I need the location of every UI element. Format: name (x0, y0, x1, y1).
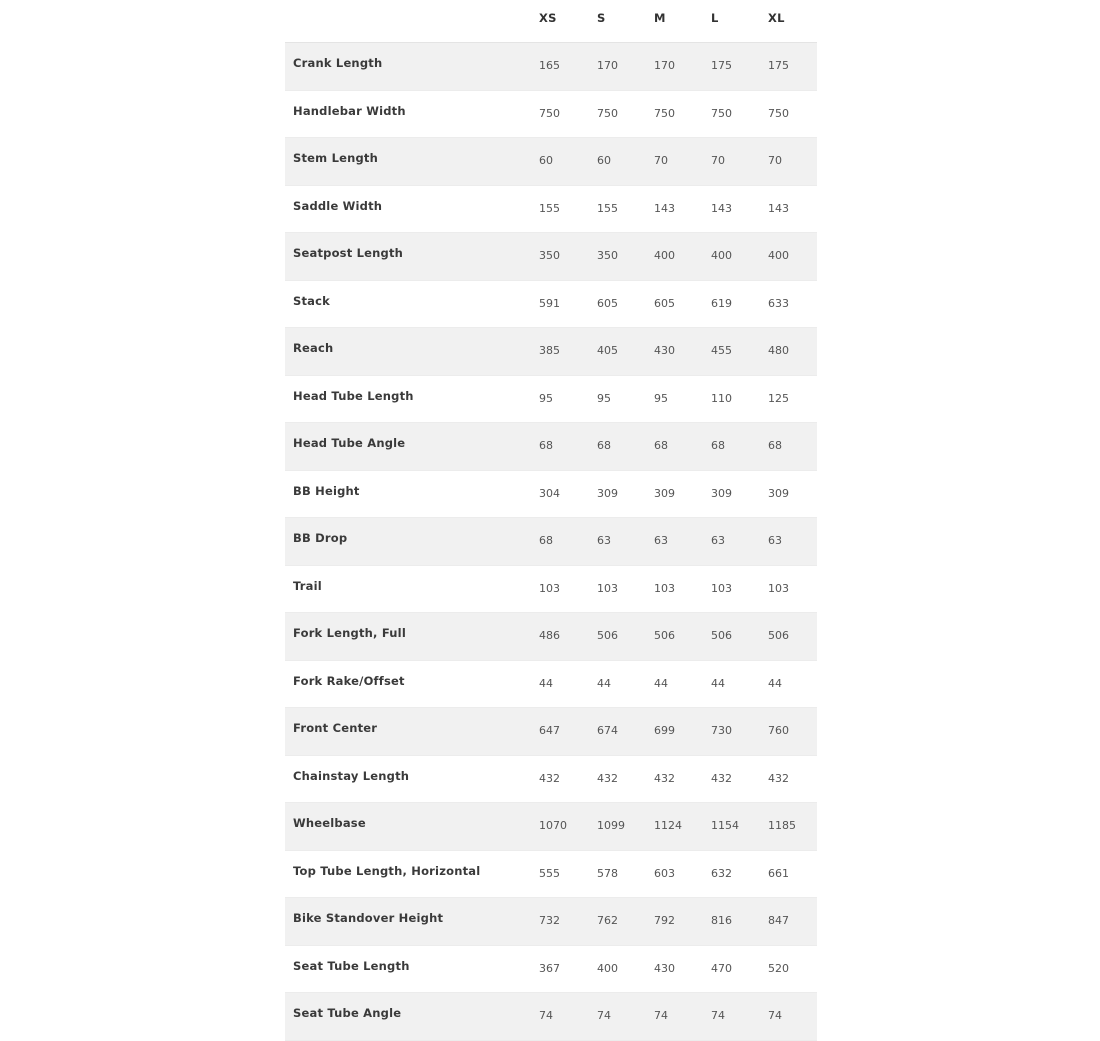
table-cell: 44 (654, 676, 668, 690)
row-label: Fork Rake/Offset (293, 673, 405, 688)
table-cell: 578 (597, 866, 618, 880)
size-header-l: L (711, 11, 719, 25)
table-cell: 170 (654, 59, 675, 72)
table-cell: 60 (597, 154, 611, 167)
table-cell: 68 (539, 534, 553, 547)
table-cell: 603 (654, 866, 675, 880)
row-label: Seat Tube Length (293, 958, 410, 973)
table-cell: 674 (597, 724, 618, 737)
table-cell: 95 (597, 391, 611, 405)
table-row (285, 708, 817, 756)
table-cell: 661 (768, 866, 789, 880)
table-cell: 430 (654, 344, 675, 357)
table-cell: 367 (539, 961, 560, 975)
table-cell: 68 (597, 439, 611, 452)
table-cell: 432 (654, 771, 675, 785)
table-cell: 480 (768, 344, 789, 357)
table-cell: 68 (539, 439, 553, 452)
table-cell: 506 (711, 629, 732, 642)
table-cell: 1070 (539, 819, 567, 832)
table-cell: 63 (654, 534, 668, 547)
table-cell: 63 (597, 534, 611, 547)
table-cell: 74 (539, 1009, 553, 1022)
row-label: Saddle Width (293, 198, 383, 213)
table-cell: 432 (711, 771, 732, 785)
table-cell: 309 (597, 486, 618, 500)
table-cell: 103 (711, 581, 732, 595)
table-cell: 143 (654, 201, 675, 215)
table-row (285, 851, 817, 899)
table-cell: 60 (539, 154, 553, 167)
table-cell: 103 (597, 581, 618, 595)
table-cell: 506 (654, 629, 675, 642)
table-cell: 432 (768, 771, 789, 785)
table-cell: 309 (768, 486, 789, 500)
table-cell: 455 (711, 344, 732, 357)
table-cell: 633 (768, 296, 789, 310)
row-label: Front Center (293, 721, 378, 735)
table-cell: 792 (654, 914, 675, 927)
table-cell: 430 (654, 961, 675, 975)
table-cell: 74 (597, 1009, 611, 1022)
table-row (285, 566, 817, 614)
table-cell: 647 (539, 724, 560, 737)
table-row (285, 138, 817, 186)
table-cell: 70 (711, 154, 725, 167)
table-cell: 44 (768, 676, 782, 690)
table-cell: 750 (768, 106, 789, 120)
table-cell: 400 (597, 961, 618, 975)
table-cell: 74 (654, 1009, 668, 1022)
table-cell: 605 (654, 296, 675, 310)
table-row (285, 423, 817, 471)
table-row (285, 993, 817, 1041)
table-cell: 816 (711, 914, 732, 927)
table-cell: 350 (539, 249, 560, 262)
table-cell: 760 (768, 724, 789, 737)
table-cell: 605 (597, 296, 618, 310)
row-label: BB Drop (293, 531, 348, 545)
table-row (285, 661, 817, 709)
table-cell: 110 (711, 391, 732, 405)
table-cell: 63 (711, 534, 725, 547)
row-label: Head Tube Angle (293, 436, 406, 450)
table-cell: 486 (539, 629, 560, 642)
table-cell: 155 (597, 201, 618, 215)
table-body (285, 43, 817, 1041)
table-row (285, 91, 817, 139)
table-cell: 762 (597, 914, 618, 927)
table-cell: 470 (711, 961, 732, 975)
table-cell: 103 (768, 581, 789, 595)
table-cell: 44 (539, 676, 553, 690)
size-header-s: S (597, 11, 606, 25)
row-label: Stack (293, 293, 331, 308)
table-cell: 730 (711, 724, 732, 737)
row-label: Top Tube Length, Horizontal (293, 863, 481, 878)
table-cell: 175 (711, 59, 732, 72)
table-cell: 520 (768, 961, 789, 975)
table-cell: 400 (654, 249, 675, 262)
table-cell: 143 (711, 201, 732, 215)
table-cell: 400 (768, 249, 789, 262)
table-cell: 432 (539, 771, 560, 785)
table-cell: 405 (597, 344, 618, 357)
size-header-m: M (654, 11, 666, 25)
table-cell: 175 (768, 59, 789, 72)
row-label: BB Height (293, 483, 360, 498)
table-cell: 63 (768, 534, 782, 547)
table-cell: 165 (539, 59, 560, 72)
table-cell: 385 (539, 344, 560, 357)
row-label: Crank Length (293, 56, 383, 70)
table-cell: 750 (597, 106, 618, 120)
table-cell: 847 (768, 914, 789, 927)
row-label: Trail (293, 578, 322, 593)
table-row (285, 43, 817, 91)
table-row (285, 946, 817, 994)
table-cell: 309 (711, 486, 732, 500)
table-cell: 1099 (597, 819, 625, 832)
table-cell: 1185 (768, 819, 796, 832)
table-cell: 143 (768, 201, 789, 215)
row-label: Fork Length, Full (293, 626, 406, 640)
table-row (285, 756, 817, 804)
table-cell: 750 (711, 106, 732, 120)
table-cell: 44 (597, 676, 611, 690)
table-cell: 350 (597, 249, 618, 262)
table-cell: 68 (711, 439, 725, 452)
row-label: Bike Standover Height (293, 911, 444, 925)
table-cell: 70 (654, 154, 668, 167)
table-row (285, 328, 817, 376)
table-cell: 432 (597, 771, 618, 785)
table-cell: 555 (539, 866, 560, 880)
table-cell: 155 (539, 201, 560, 215)
table-cell: 699 (654, 724, 675, 737)
table-cell: 68 (654, 439, 668, 452)
table-row (285, 518, 817, 566)
table-cell: 74 (711, 1009, 725, 1022)
row-label: Reach (293, 341, 334, 355)
table-cell: 170 (597, 59, 618, 72)
table-cell: 632 (711, 866, 732, 880)
table-cell: 732 (539, 914, 560, 927)
table-row (285, 803, 817, 851)
table-cell: 70 (768, 154, 782, 167)
table-cell: 103 (654, 581, 675, 595)
table-cell: 1124 (654, 819, 682, 832)
table-cell: 68 (768, 439, 782, 452)
table-row (285, 186, 817, 234)
table-cell: 1154 (711, 819, 739, 832)
table-cell: 506 (768, 629, 789, 642)
row-label: Chainstay Length (293, 768, 410, 783)
table-cell: 103 (539, 581, 560, 595)
row-label: Stem Length (293, 151, 378, 165)
size-header-xs: XS (539, 11, 557, 25)
table-cell: 506 (597, 629, 618, 642)
geometry-table (285, 0, 817, 1041)
table-row (285, 376, 817, 424)
table-cell: 125 (768, 391, 789, 405)
table-cell: 619 (711, 296, 732, 310)
size-header-xl: XL (768, 11, 785, 25)
table-cell: 74 (768, 1009, 782, 1022)
row-label: Seat Tube Angle (293, 1006, 402, 1020)
table-row (285, 281, 817, 329)
table-row (285, 613, 817, 661)
row-label: Handlebar Width (293, 103, 406, 118)
size-header-row (285, 0, 817, 43)
table-cell: 750 (539, 106, 560, 120)
row-label: Seatpost Length (293, 246, 404, 260)
table-cell: 309 (654, 486, 675, 500)
table-cell: 304 (539, 486, 560, 500)
row-label: Head Tube Length (293, 388, 414, 403)
table-cell: 400 (711, 249, 732, 262)
table-cell: 591 (539, 296, 560, 310)
table-cell: 95 (539, 391, 553, 405)
table-cell: 44 (711, 676, 725, 690)
table-cell: 750 (654, 106, 675, 120)
table-cell: 95 (654, 391, 668, 405)
table-row (285, 898, 817, 946)
table-row (285, 471, 817, 519)
row-label: Wheelbase (293, 816, 366, 830)
table-row (285, 233, 817, 281)
